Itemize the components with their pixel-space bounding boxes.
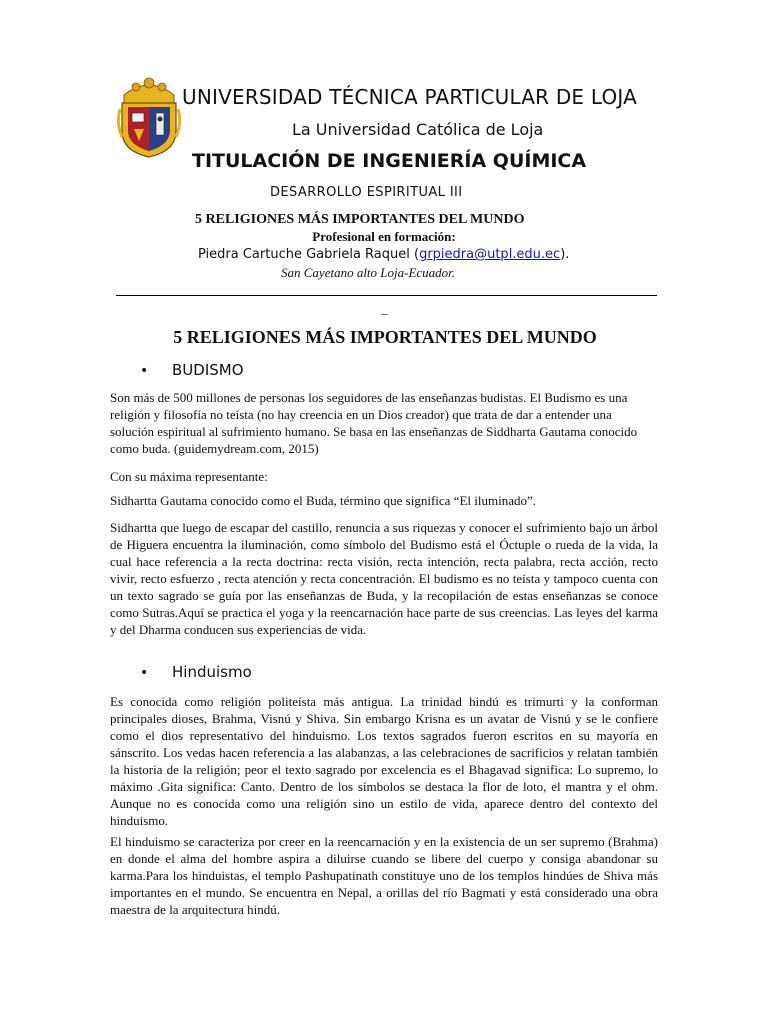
heading-text: BUDISMO bbox=[172, 361, 244, 379]
author-location: San Cayetano alto Loja-Ecuador. bbox=[281, 265, 456, 280]
hinduismo-paragraph-1: Es conocida como religión politeísta más antigua. La trinidad hindú es trimurti y la conforman principales dioses, Brahma, Visnú y Shiva. Sin embargo Krisna es un avatar de Visnú y se le confiere como el dios representativo del hinduismo. Los textos sagrados fueron escritos en su mayoría en sánscrito. Los vedas hacen referencia a las alabanzas, a las celebraciones de sacrificios y relatan también la historia de la religión; peor el texto sagrado por excelencia es el Bhagavad significa: Lo supremo, lo máximo .Gita significa: Canto. Dentro de los símbolos se destaca la flor de loto, el mantra y el ohm. Aunque no es conocida como una religión sino un estilo de vida, aparece dentro del contexto del hinduismo. bbox=[110, 694, 658, 828]
budismo-paragraph-2: Con su máxima representante: bbox=[110, 469, 268, 484]
section-heading-hinduismo bbox=[140, 663, 252, 681]
document-title: 5 RELIGIONES MÁS IMPORTANTES DEL MUNDO bbox=[195, 212, 525, 227]
university-subtitle: La Universidad Católica de Loja bbox=[292, 120, 544, 139]
main-title: 5 RELIGIONES MÁS IMPORTANTES DEL MUNDO bbox=[173, 327, 597, 347]
course-name: DESARROLLO ESPIRITUAL III bbox=[270, 185, 463, 200]
heading-text: Hinduismo bbox=[172, 663, 252, 681]
section-heading-budismo bbox=[140, 361, 244, 379]
author-name: Piedra Cartuche Gabriela Raquel ( bbox=[198, 247, 420, 262]
header-divider bbox=[116, 295, 657, 296]
author-line bbox=[198, 247, 569, 262]
budismo-paragraph-4: Sidhartta que luego de escapar del castillo, renuncia a sus riquezas y conocer el sufrimiento bajo un árbol de Higuera encuentra la iluminación, como símbolo del Budismo está el Óctuple o rueda de la vida, la cual hace referencia a la recta doctrina: recta visión, recta intención, recta palabra, recta acción, recto vivir, recto esfuerzo , recta atención y recta concentración. El budismo es no teísta y tampoco cuenta con un texto sagrado se guía por las enseñanzas de Buda, y la recopilación de estas enseñanzas se conoce como Sutras.Aquí se practica el yoga y la reencarnación hace parte de sus creencias. Las leyes del karma y del Dharma conducen sus experiencias de vida. bbox=[110, 520, 658, 637]
divider-dash: _ bbox=[381, 301, 388, 316]
bullet-icon: • bbox=[140, 665, 149, 681]
budismo-paragraph-3: Sidhartta Gautama conocido como el Buda, término que significa “El iluminado”. bbox=[110, 493, 536, 508]
program-title: TITULACIÓN DE INGENIERÍA QUÍMICA bbox=[192, 150, 587, 172]
author-role-label: Profesional en formación: bbox=[312, 229, 456, 244]
university-name: UNIVERSIDAD TÉCNICA PARTICULAR DE LOJA bbox=[182, 85, 638, 109]
university-crest-logo bbox=[116, 73, 182, 159]
hinduismo-paragraph-2: El hinduismo se caracteriza por creer en la reencarnación y en la existencia de un ser supremo (Brahma) en donde el alma del hombre aspira a diluirse cuando se libere del cuerpo y consiga abandonar su karma.Para los hinduistas, el templo Pashupatinath constituye uno de los templos hindúes de Shiva más importantes en el mundo. Se encuentra en Nepal, a orillas del río Bagmati y está considerado una obra maestra de la arquitectura hindú. bbox=[110, 834, 658, 917]
author-email-link[interactable]: grpiedra@utpl.edu.ec bbox=[419, 247, 561, 262]
bullet-icon: • bbox=[140, 363, 149, 379]
author-close: ). bbox=[560, 247, 570, 262]
budismo-paragraph-1: Son más de 500 millones de personas los seguidores de las enseñanzas budistas. El Budismo es una religión y filosofía no teísta (no hay creencia en un Dios creador) que trata de dar a entender una solución espiritual al sufrimiento humano. Se basa en las enseñanzas de Siddharta Gautama conocido como buda. (guidemydream.com, 2015) bbox=[110, 390, 638, 456]
